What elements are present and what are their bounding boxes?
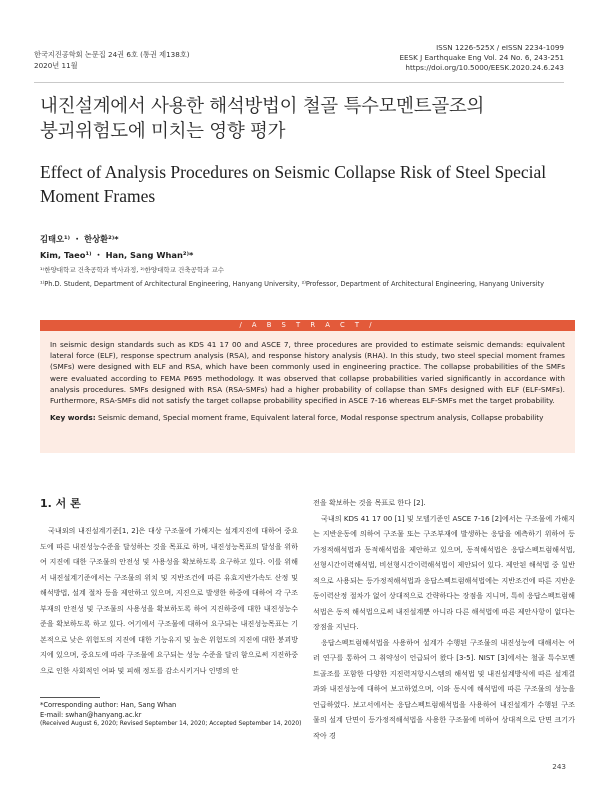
affiliation-en: ¹⁾Ph.D. Student, Department of Architectural Engineering, Hanyang University, ²⁾Professor, Department of Architectural Engineering, Hanyang University: [40, 280, 544, 288]
journal-header-left: [34, 49, 190, 71]
authors-ko: 김태오¹⁾ ・ 한상환²⁾*: [40, 234, 119, 244]
paragraph: 국내의 KDS 41 17 00 [1] 및 모델기준인 ASCE 7-16 [2]에서는 구조물에 가해지는 지반운동에 의하여 구조물 또는 구조부재에 발생하는 응답을 예측하기 위하여 등가정적해석법과 동적해석법을 제안하고 있으며, 동적해석법은 응답스펙트럼해석법, 선형시간이력해석법, 비선형시간이력해석법이 제안되어 있다. 제안된 해석법 중 일반적으로 사용되는 등가정적해석법과 응답스펙트럼해석법에는 지반조건에 따른 지반운동이력산정 절차가 없어 상대적으로 간략하다는 장점을 지니며, 특히 응답스펙트럼해석법은 동적 해석법으로써 내진설계뿐 아니라 다른 해석법에 따른 제안사항이 없다는 장점을 지닌다.: [313, 513, 575, 631]
body-column-right: [313, 495, 575, 743]
footnote: [40, 701, 301, 730]
body-column-left: [40, 495, 298, 678]
abstract-box: [40, 331, 575, 453]
footnote-divider: [40, 697, 100, 698]
journal-title-ko: 한국지진공학회 논문집 24권 6호 (통권 제138호): [34, 50, 190, 59]
journal-header-right: [399, 43, 564, 73]
header-divider: [34, 82, 564, 83]
author-email[interactable]: E-mail: swhan@hanyang.ac.kr: [40, 710, 142, 719]
keywords-label: Key words:: [50, 413, 96, 423]
paragraph: 응답스펙트럼해석법을 사용하여 설계가 수행된 구조물의 내진성능에 대해서는 여러 연구를 통하여 그 취약성이 언급되어 왔다 [3-5]. NIST [3]에서는 철골 특수모멘트골조를 포함한 다양한 지진력저항시스템의 해석법 및 내진설계방식에 따른 설계결과와 내진성능에 대하여 보고하였으며, 이와 동시에 해석법에 따른 구조물의 성능을 언급하였다. 보고서에서는 응답스펙트럼해석법을 사용하여 내진설계가 수행된 구조물의 설계 단면이 등가정적해석법을 사용한 구조물에 비하여 상대적으로 단면 크기가 작아 경: [313, 637, 575, 740]
section-heading: 1. 서 론: [40, 497, 81, 510]
title-ko-line1: 내진설계에서 사용한 해석방법이 철골 특수모멘트골조의: [40, 96, 485, 117]
doi-link[interactable]: https://doi.org/10.5000/EESK.2020.24.6.243: [405, 63, 564, 72]
issn: ISSN 1226-525X / eISSN 2234-1099: [436, 43, 564, 52]
page-number: 243: [552, 762, 566, 771]
paragraph: 국내외의 내진설계기준[1, 2]은 대상 구조물에 가해지는 설계지진에 대하여 중요도에 따른 내진성능수준을 달성하는 것을 목표로 하며, 내진성능목표의 달성을 위하여 지진에 대한 구조물의 안전성 및 사용성을 확보하도록 요구하고 있다. 이를 위해서 내진설계기준에서는 구조물의 위치 및 지반조건에 따른 유효지반가속도 산정 및 해석방법, 설계 절차 등을 제안하고 있으며, 지진으로 발생한 하중에 대하여 각 구조부재의 안전성 및 구조물의 사용성을 확보하도록 하여 지진하중에 대한 내진성능수준을 확보하도록 하고 있다. 여기에서 구조물에 대하여 요구되는 내진성능목표는 기본적으로 낮은 위험도의 지진에 대한 기능유지 및 높은 위험도의 지진에 대한 붕괴방지에 있으며, 중요도에 따라 구조물에 요구되는 성능 수준을 달리 함으로써 지진하중으로 인한 사회적인 여파 및 피해 정도를 감소시키거나 인명의 안: [40, 526, 298, 675]
paragraph: 전을 확보하는 것을 목표로 한다 [2].: [313, 498, 426, 507]
abstract-text: In seismic design standards such as KDS 41 17 00 and ASCE 7, three procedures are provided to estimate seismic demands: equivalent lateral force (ELF), response spectrum analysis (RSA), and response history analysis (RHA). In this study, two steel special moment frames (SMFs) were designed with ELF and RSA, which have been commonly used in engineering practice. The collapse probabilities of the SMFs were evaluated according to FEMA P695 methodology. It was observed that collapse probabilities varied significantly in accordance with analysis procedures. SMFs designed with RSA (RSA-SMFs) had a higher probability of collapse than SMFs designed with ELF (ELF-SMFs). Furthermore, RSA-SMFs did not satisfy the target collapse probability specified in ASCE 7-16 whereas ELF-SMFs met the target probability.: [50, 340, 565, 406]
title-en-line1: Effect of Analysis Procedures on Seismic Collapse Risk of Steel Special: [40, 162, 547, 182]
affiliation-ko: ¹⁾한양대학교 건축공학과 박사과정, ²⁾한양대학교 건축공학과 교수: [40, 266, 225, 274]
paper-title-en: [40, 160, 580, 208]
paper-title-ko: [40, 94, 570, 144]
journal-date-ko: 2020년 11월: [34, 61, 78, 70]
abstract-heading: / A B S T R A C T /: [40, 320, 575, 331]
title-en-line2: Moment Frames: [40, 186, 156, 206]
received-dates: (Received August 6, 2020; Revised September 14, 2020; Accepted September 14, 2020): [40, 721, 302, 728]
keywords-list: Seismic demand, Special moment frame, Equivalent lateral force, Modal response spectrum analysis, Collapse probability: [97, 413, 544, 423]
keywords: [50, 412, 565, 423]
journal-title-en: EESK J Earthquake Eng Vol. 24 No. 6, 243-251: [399, 53, 564, 62]
title-ko-line2: 붕괴위험도에 미치는 영향 평가: [40, 121, 286, 142]
corresponding-author: *Corresponding author: Han, Sang Whan: [40, 701, 177, 709]
authors-en: Kim, Taeo¹⁾ ・ Han, Sang Whan²⁾*: [40, 250, 194, 260]
